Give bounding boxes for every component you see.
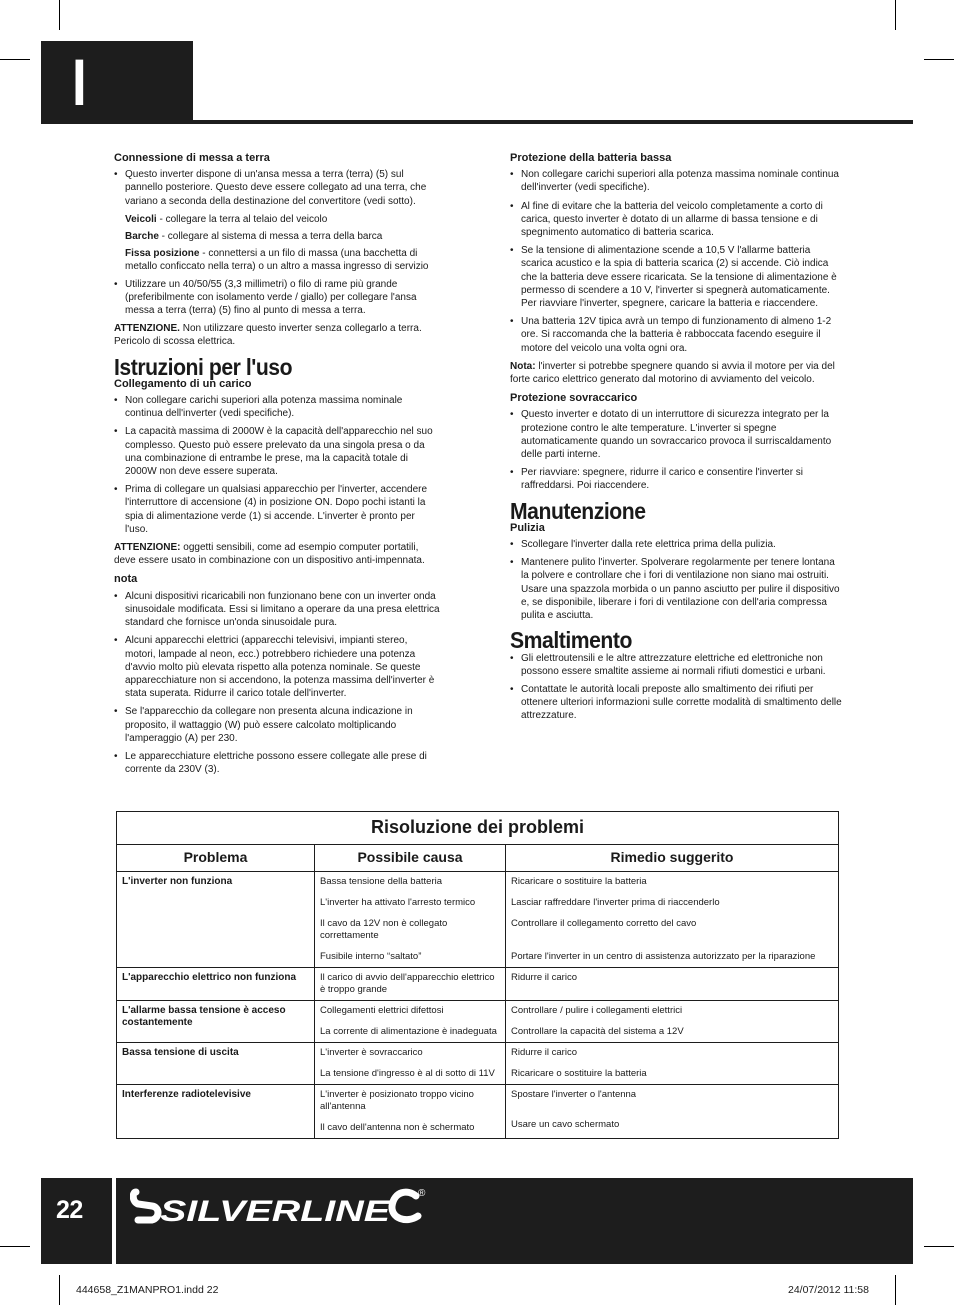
cause-cell: [315, 1085, 506, 1139]
logo-hook: [133, 1192, 158, 1220]
list-item: • Prima di collegare un qualsiasi apparecchio per l'inverter, accendere l'interruttore di accensione (4) in posizione ON. Dopo pochi istanti la spia di alimentazione verde (1) si accende. L'inverter è pronto per l'uso.: [114, 483, 440, 536]
list-item: • Le apparecchiature elettriche possono essere collegate alle prese di corrente da 230V (3).: [114, 750, 440, 776]
logo-c-mark: [392, 1192, 418, 1220]
list-item: • Se la tensione di alimentazione scende a 10,5 V l'allarme batteria scarica acustico e la spia di batteria scarica (2) si accende. Ciò indica che la batteria deve essere ricaricata. Se la tensione di alimentazione è permesso di scendere a 10 V, l'inverter si spegnerà automaticamente. Per riavviare l'inverter, spegnere, caricare la batteria e riaccendere.: [510, 244, 842, 310]
remedy-line: Ricaricare o sostituire la batteria: [511, 876, 647, 887]
table-header-row: [117, 845, 839, 872]
column-header: Rimedio suggerito: [506, 845, 839, 872]
list-item: • Mantenere pulito l'inverter. Spolverare regolarmente per tenere lontana la polvere e controllare che i fori di ventilazione non siano mai ostruiti. Usare una spazzola morbida o un panno asciutto per pulire il dispositivo e, se disponibile, liberare i fori di ventilazione con dell'aria compressa pulita e asciutta.: [510, 556, 842, 622]
earth-list: [114, 168, 440, 208]
remedy-cell: [506, 872, 839, 968]
problem-cell: L'apparecchio elettrico non funziona: [117, 968, 315, 1001]
registered-mark: ®: [418, 1188, 426, 1199]
term-text: - collegare al sistema di messa a terra della barca: [158, 231, 383, 243]
remedy-line: Portare l'inverter in un centro di assistenza autorizzato per la riparazione: [511, 951, 816, 962]
list-item: • Se l'apparecchio da collegare non presenta alcuna indicazione in proposito, il wattaggio (W) può essere calcolato moltiplicando l'amperaggio (A) per 230.: [114, 705, 440, 745]
disposal-list: [510, 652, 842, 723]
crop-mark: [0, 59, 30, 60]
cleaning-heading: Pulizia: [510, 521, 545, 534]
crop-mark: [59, 0, 60, 30]
list-item: • Una batteria 12V tipica avrà un tempo di funzionamento di almeno 1-2 ore. Si raccomanda che la batteria è rabboccata facendo eseguire il motore del veicolo una volta ogni ora.: [510, 315, 842, 355]
list-item: • Non collegare carichi superiori alla potenza massima nominale continua dell'inverter (vedi specifiche).: [510, 168, 842, 194]
list-item: • Utilizzare un 40/50/55 (3,3 millimetri) o filo di rame più grande (preferibilmente con isolamento verde / giallo) per collegare l'ansa messa a terra (terra) (5) fino al punto di messa a terra.: [114, 278, 440, 318]
remedy-line: Ridurre il carico: [511, 972, 577, 983]
warning-term: ATTENZIONE:: [114, 542, 181, 554]
remedy-line: Lasciar raffreddare l'inverter prima di riaccenderlo: [511, 897, 720, 908]
cause-line: Fusibile interno “saltato”: [320, 951, 422, 962]
crop-mark: [895, 1275, 896, 1305]
remedy-line: Usare un cavo schermato: [511, 1119, 620, 1130]
list-item: • Per riavviare: spegnere, ridurre il carico e consentire l'inverter si raffreddarsi. Poi riaccendere.: [510, 466, 842, 492]
list-item: • Non collegare carichi superiori alla potenza massima nominale continua dell'inverter (vedi specifiche).: [114, 394, 440, 420]
list-item: • Alcuni dispositivi ricaricabili non funzionano bene con un inverter onda sinusoidale modificata. Essi si limitano a operare da una presa elettrica standard che fornisce un'onda sinusoidale pura.: [114, 590, 440, 630]
remedy-cell: [506, 1085, 839, 1139]
table-row: [117, 872, 839, 968]
warning-term: ATTENZIONE.: [114, 323, 180, 335]
low-battery-note: [510, 360, 842, 386]
table-row: [117, 1001, 839, 1043]
low-battery-list: [510, 168, 842, 355]
usage-title: Istruzioni per l'uso: [114, 353, 293, 380]
right-column: [510, 152, 842, 728]
column-header: Problema: [117, 845, 315, 872]
crop-mark: [59, 1275, 60, 1305]
crop-mark: [0, 1246, 30, 1247]
column-header: Possibile causa: [315, 845, 506, 872]
table-row: [117, 1043, 839, 1085]
list-item: • Al fine di evitare che la batteria del veicolo completamente a corto di carica, questo inverter è dotato di un allarme di bassa tensione e di spegnimento automatico di batteria scarica.: [510, 200, 842, 240]
fixed-line: [125, 247, 440, 273]
term: Veicoli: [125, 213, 157, 225]
crop-mark: [924, 59, 954, 60]
list-item: • Gli elettroutensili e le altre attrezzature elettriche ed elettroniche non possono essere smaltite assieme ai normali rifiuti domestici e urbani.: [510, 652, 842, 678]
note-text: l'inverter si potrebbe spegnere quando si avvia il motore per via del forte carico elettrico generato dal motorino di avviamento del veicolo.: [510, 360, 835, 386]
warning-text: oggetti sensibili, come ad esempio computer portatili, deve essere usato in combinazione con un dispositivo anti-impennata.: [114, 542, 425, 567]
cause-line: Il cavo dell'antenna non è schermato: [320, 1122, 475, 1133]
cause-line: L'inverter ha attivato l'arresto termico: [320, 897, 476, 908]
crop-mark: [924, 1246, 954, 1247]
low-battery-heading: Protezione della batteria bassa: [510, 152, 672, 164]
term-text: - collegare la terra al telaio del veicolo: [156, 213, 328, 225]
cleaning-list: [510, 538, 842, 622]
crop-mark: [895, 0, 896, 30]
list-item: • La capacità massima di 2000W è la capacità dell'apparecchio nel suo complesso. Questo può essere prelevato da una singola presa o da una combinazione di entrambe le prese, ma la capacità totale di 2000W non deve essere superata.: [114, 425, 440, 478]
remedy-cell: [506, 968, 839, 1001]
list-item: • Scollegare l'inverter dalla rete elettrica prima della pulizia.: [510, 538, 842, 551]
usage-warning: [114, 541, 440, 567]
note-term: Nota:: [510, 360, 536, 372]
remedy-line: Controllare la capacità del sistema a 12V: [511, 1026, 684, 1037]
left-column: [114, 152, 440, 781]
list-item: • Questo inverter dispone di un'ansa messa a terra (terra) (5) sul pannello posteriore. Questo deve essere collegato ad una terra, che variano a seconda della destinazione del convertitore (vedi sotto).: [114, 168, 440, 208]
remedy-line: Spostare l'inverter o l'antenna: [511, 1089, 637, 1100]
remedy-line: Ridurre il carico: [511, 1047, 577, 1058]
boats-line: [125, 230, 440, 243]
remedy-line: Ricaricare o sostituire la batteria: [511, 1068, 647, 1079]
maintenance-title: Manutenzione: [510, 497, 646, 524]
troubleshooting-table: [116, 811, 839, 1139]
table-row: [117, 1085, 839, 1139]
load-heading: Collegamento di un carico: [114, 377, 252, 390]
list-item: • Questo inverter e dotato di un interruttore di sicurezza integrato per la protezione contro le alte temperature. L'inverter si spegne automaticamente quando un sovraccarico provoca il surriscaldamento delle parti interne.: [510, 408, 842, 461]
slug-file: 444658_Z1MANPRO1.indd 22: [76, 1284, 219, 1296]
language-tab: [41, 41, 193, 124]
cause-cell: [315, 1001, 506, 1043]
table-title: Risoluzione dei problemi: [117, 812, 839, 845]
overload-list: [510, 408, 842, 492]
problem-cell: L'allarme bassa tensione è acceso costantemente: [117, 1001, 315, 1043]
term-text: - connettersi a un filo di massa (una bacchetta di metallo conficcato nella terra) o un altro a massa ingresso di servizio: [125, 248, 429, 273]
problem-cell: Bassa tensione di uscita: [117, 1043, 315, 1085]
list-item: • Alcuni apparecchi elettrici (apparecchi televisivi, impianti stereo, motori, lampade al neon, ecc.) potrebbero richiedere una potenza d'avvio molto più elevata rispetto alla potenza nominale. Se queste apparecchiature non si accendono, la potenza massima dell'inverter è stata superata. Ridurre il carico totale dell'inverter.: [114, 634, 440, 700]
load-list: [114, 394, 440, 536]
cause-line: La corrente di alimentazione è inadeguata: [320, 1026, 497, 1037]
remedy-line: Controllare il collegamento corretto del cavo: [511, 918, 697, 929]
earth-list-2: [114, 278, 440, 318]
cause-line: Il carico di avvio dell'apparecchio elettrico è troppo grande: [320, 972, 495, 995]
logo-wordmark: SILVERLINE: [160, 1195, 392, 1228]
cause-cell: [315, 968, 506, 1001]
cause-line: Bassa tensione della batteria: [320, 876, 442, 887]
earth-warning: [114, 322, 440, 348]
table-row: [117, 968, 839, 1001]
header-rule: [41, 120, 913, 124]
cause-line: L'inverter è posizionato troppo vicino all'antenna: [320, 1089, 474, 1112]
overload-heading: Protezione sovraccarico: [510, 392, 638, 405]
cause-line: Il cavo da 12V non è collegato correttamente: [320, 918, 448, 941]
vehicles-line: [125, 213, 440, 226]
disposal-title: Smaltimento: [510, 627, 632, 654]
remedy-line: Controllare / pulire i collegamenti elettrici: [511, 1005, 683, 1016]
language-letter: I: [72, 45, 87, 119]
note-heading: nota: [114, 573, 138, 586]
cause-cell: [315, 872, 506, 968]
list-item: • Contattate le autorità locali preposte allo smaltimento dei rifiuti per ottenere ulteriori informazioni sulle corrette modalità di smaltimento delle attrezzature.: [510, 683, 842, 723]
slug-date: 24/07/2012 11:58: [788, 1284, 869, 1296]
silverline-logo: [130, 1182, 430, 1232]
warning-text: Non utilizzare questo inverter senza collegarlo a terra. Pericolo di scossa elettrica.: [114, 323, 422, 348]
problem-cell: Interferenze radiotelevisive: [117, 1085, 315, 1139]
term: Barche: [125, 231, 159, 243]
cause-cell: [315, 1043, 506, 1085]
earth-heading: Connessione di messa a terra: [114, 152, 270, 164]
cause-line: Collegamenti elettrici difettosi: [320, 1005, 444, 1016]
remedy-cell: [506, 1043, 839, 1085]
note-list: [114, 590, 440, 777]
footer-divider: [112, 1178, 116, 1264]
page-number: 22: [56, 1196, 83, 1224]
cause-line: L'inverter è sovraccarico: [320, 1047, 423, 1058]
problem-cell: L'inverter non funziona: [117, 872, 315, 968]
term: Fissa posizione: [125, 248, 200, 260]
cause-line: La tensione d'ingresso è al di sotto di 11V: [320, 1068, 495, 1079]
remedy-cell: [506, 1001, 839, 1043]
